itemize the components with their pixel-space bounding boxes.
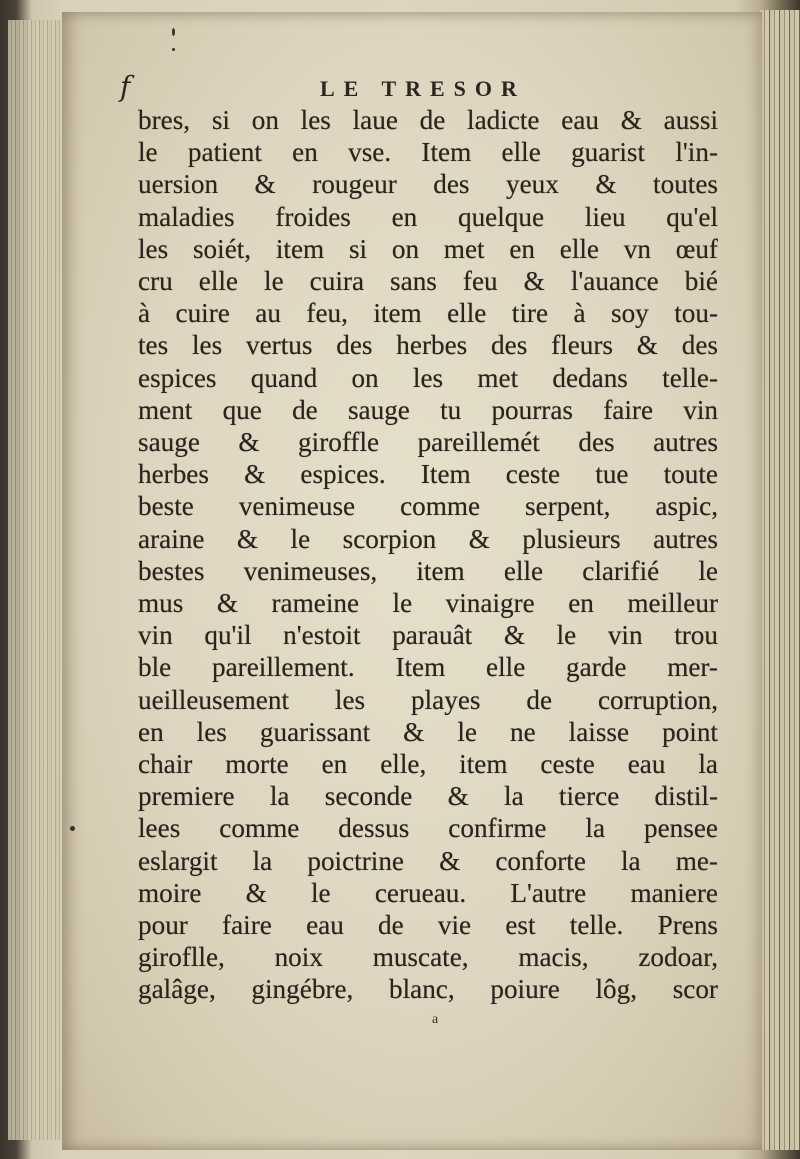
text-line: beste venimeuse comme serpent, aspic, (138, 491, 718, 522)
text-line: premiere la seconde & la tierce distil- (138, 781, 718, 812)
text-line: lees comme dessus confirme la pensee (138, 813, 718, 844)
text-line: ment que de sauge tu pourras faire vin (138, 394, 718, 425)
text-line: moire & le cerueau. L'autre maniere (138, 877, 718, 908)
text-line: ble pareillement. Item elle garde mer- (138, 652, 718, 683)
text-line: bres, si on les laue de ladicte eau & aussi (138, 105, 718, 135)
right-page-edges (760, 10, 800, 1150)
text-line: herbes & espices. Item ceste tue toute (138, 459, 718, 490)
text-line: espices quand on les met dedans telle- (138, 362, 718, 393)
text-line: à cuire au feu, item elle tire à soy tou- (138, 298, 718, 329)
text-line: chair morte en elle, item ceste eau la (138, 749, 718, 780)
running-head: LE TRESOR (320, 76, 526, 101)
text-line: tes les vertus des herbes des fleurs & des (138, 330, 718, 361)
ink-speck (172, 28, 175, 36)
ink-speck (172, 48, 175, 51)
text-line: araine & le scorpion & plusieurs autres (138, 523, 718, 554)
page-mark: f (120, 70, 131, 103)
text-line: en les guarissant & le ne laisse point (138, 716, 718, 747)
ink-speck (70, 826, 75, 831)
text-line: galâge, gingébre, blanc, poiure lôg, scor (138, 974, 718, 1005)
text-line: uersion & rougeur des yeux & toutes (138, 169, 718, 200)
page-header (120, 70, 680, 106)
body-text (138, 104, 718, 1006)
left-page-edges (8, 20, 68, 1140)
text-line: mus & rameine le vinaigre en meilleur (138, 588, 718, 619)
text-line: eslargit la poictrine & conforte la me- (138, 845, 718, 876)
text-line: bestes venimeuses, item elle clarifié le (138, 555, 718, 586)
text-line: ueilleusement les playes de corruption, (138, 684, 718, 715)
text-line: pour faire eau de vie est telle. Prens (138, 910, 718, 941)
text-line: cru elle le cuira sans feu & l'auance bié (138, 266, 718, 297)
text-line: giroflle, noix muscate, macis, zodoar, (138, 942, 718, 973)
text-line: sauge & giroffle pareillemét des autres (138, 427, 718, 458)
text-line: les soiét, item si on met en elle vn œuf (138, 233, 718, 264)
signature-mark: a (432, 1012, 439, 1027)
text-line: vin qu'il n'estoit parauât & le vin trou (138, 620, 718, 651)
text-line: maladies froides en quelque lieu qu'el (138, 201, 718, 232)
text-line: le patient en vse. Item elle guarist l'in- (138, 137, 718, 168)
